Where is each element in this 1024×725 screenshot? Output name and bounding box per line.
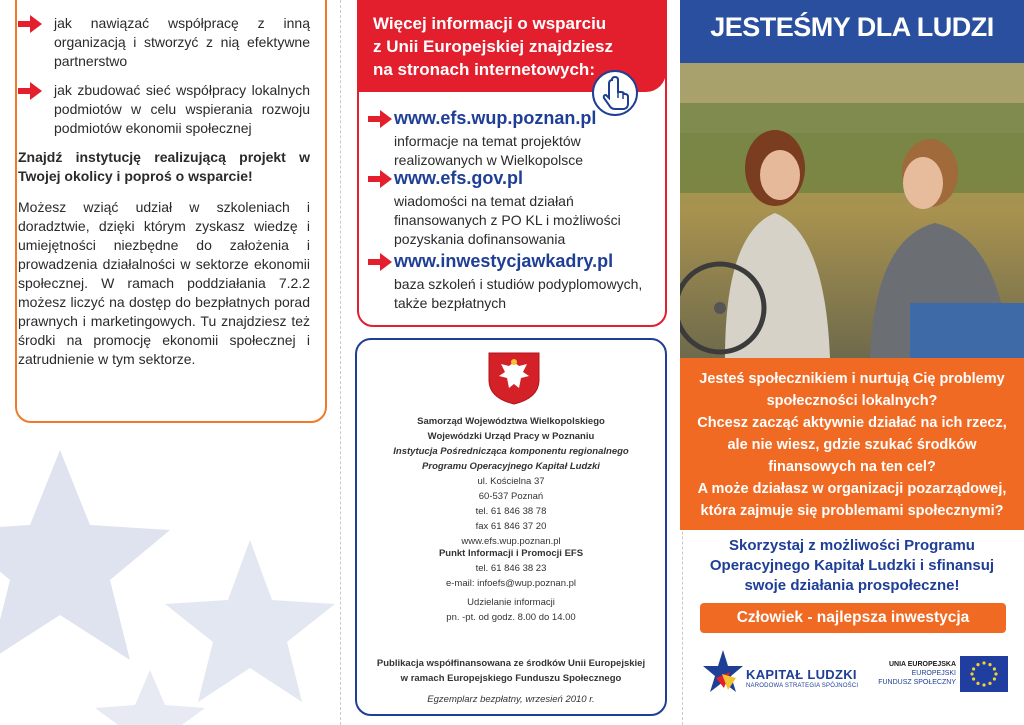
kl-subtitle: NARODOWA STRATEGIA SPÓJNOŚCI [746, 683, 859, 689]
footer-line: Publikacja współfinansowana ze środków Unii Europejskiej [376, 658, 646, 669]
arrow-right-icon [18, 15, 42, 33]
street: ul. Kościelna 37 [477, 476, 545, 487]
link-url[interactable]: www.efs.gov.pl [394, 168, 524, 188]
bullet-item [18, 14, 310, 71]
eu-label: FUNDUSZ SPOŁECZNY [878, 679, 956, 686]
info-point [372, 546, 650, 591]
org-name: Wojewódzki Urząd Pracy w Poznaniu [427, 431, 595, 442]
page-title: JESTEŚMY DLA LUDZI [710, 12, 994, 42]
contact-organization [372, 414, 650, 474]
hours-label: Udzielanie informacji [467, 597, 555, 608]
question: A może działasz w organizacji pozarządowej, która zajmuje się problemami społecznymi? [697, 481, 1007, 519]
org-name: Instytucja Pośrednicząca komponentu regionalnego [393, 446, 629, 457]
phone: tel. 61 846 38 78 [475, 506, 547, 517]
org-name: Programu Operacyjnego Kapitał Ludzki [422, 461, 600, 472]
links-header-text: Więcej informacji o wsparciu z Unii Europejskiej znajdziesz na stronach internetowych: [373, 14, 613, 79]
info-point-phone: tel. 61 846 38 23 [475, 563, 547, 574]
pointing-hand-icon [592, 70, 638, 116]
program-text: Skorzystaj z możliwości Programu Operacyjnego Kapitał Ludzki i sfinansuj swoje działania prospołeczne! [709, 537, 995, 594]
question: Chcesz zacząć aktywnie działać na ich rzecz, ale nie wiesz, gdzie szukać środków finansowych na ten cel? [697, 415, 1007, 475]
bullet-text: jak zbudować sieć współpracy lokalnych podmiotów w celu wspierania rozwoju podmiotów ekonomii społecznej [54, 82, 310, 136]
city: 60-537 Poznań [478, 491, 544, 502]
fax: fax 61 846 37 20 [475, 521, 547, 532]
hours-value: pn. -pt. od godz. 8.00 do 14.00 [446, 612, 576, 623]
eu-label: EUROPEJSKI [911, 670, 956, 677]
footer-line: w ramach Europejskiego Funduszu Społecznego [400, 673, 622, 684]
eu-fund-label [866, 660, 956, 687]
arrow-right-icon [18, 82, 42, 100]
link-description: wiadomości na temat działań finansowanych z PO KL i możliwości pozyskania dofinansowania [394, 193, 621, 247]
footer-line: Egzemplarz bezpłatny, wrzesień 2010 r. [427, 694, 595, 705]
eu-label: UNIA EUROPEJSKA [888, 661, 956, 668]
link-description: baza szkoleń i studiów podyplomowych, także bezpłatnych [394, 276, 643, 311]
link-description: informacje na temat projektów realizowanych w Wielkopolsce [394, 133, 584, 168]
questions-text [688, 368, 1016, 522]
link-url[interactable]: www.inwestycjawkadry.pl [394, 251, 614, 271]
bullet-item [18, 81, 310, 138]
kl-name: KAPITAŁ LUDZKI [746, 667, 857, 682]
website: www.efs.wup.poznan.pl [461, 536, 561, 547]
question: Jesteś społecznikiem i nurtują Cię problemy społeczności lokalnych? [699, 371, 1005, 409]
slogan-banner: Człowiek - najlepsza inwestycja [700, 603, 1006, 633]
publication-note [372, 656, 650, 707]
bullet-text: jak nawiązać współpracę z inną organizacją i stworzyć z nią efektywne partnerstwo [54, 15, 310, 69]
left-content [18, 14, 310, 369]
info-point-title: Punkt Informacji i Promocji EFS [438, 548, 584, 559]
office-hours [372, 595, 650, 625]
fold-line [340, 0, 341, 725]
org-name: Samorząd Województwa Wielkopolskiego [417, 416, 605, 427]
contact-address [372, 474, 650, 549]
eu-flag-icon [960, 656, 1008, 692]
decorative-stars [0, 430, 345, 725]
call-to-action-text: Znajdź instytucję realizującą projekt w Twojej okolicy i poproś o wsparcie! [18, 149, 310, 184]
body-paragraph: Możesz wziąć udział w szkoleniach i doradztwie, dzięki którym zyskasz wiedzę i umiejętności niezbędne do założenia i prowadzenia działalności w sektorze ekonomii społecznej. W ramach poddziałania 7.2.2 możesz liczyć na dostęp do bezpłatnych porad prawnych i marketingowych. Tu znajdziesz też środki na promocję ekonomii społecznej i zatrudnienie w tym sektorze. [18, 199, 310, 367]
info-point-email: e-mail: infoefs@wup.poznan.pl [445, 578, 577, 589]
arrow-right-icon [368, 253, 392, 271]
link-url[interactable]: www.efs.wup.poznan.pl [394, 108, 597, 128]
coat-of-arms-icon [485, 350, 543, 406]
arrow-right-icon [368, 110, 392, 128]
people-photo [680, 63, 1024, 358]
arrow-right-icon [368, 170, 392, 188]
kapital-ludzki-logo [702, 648, 744, 696]
